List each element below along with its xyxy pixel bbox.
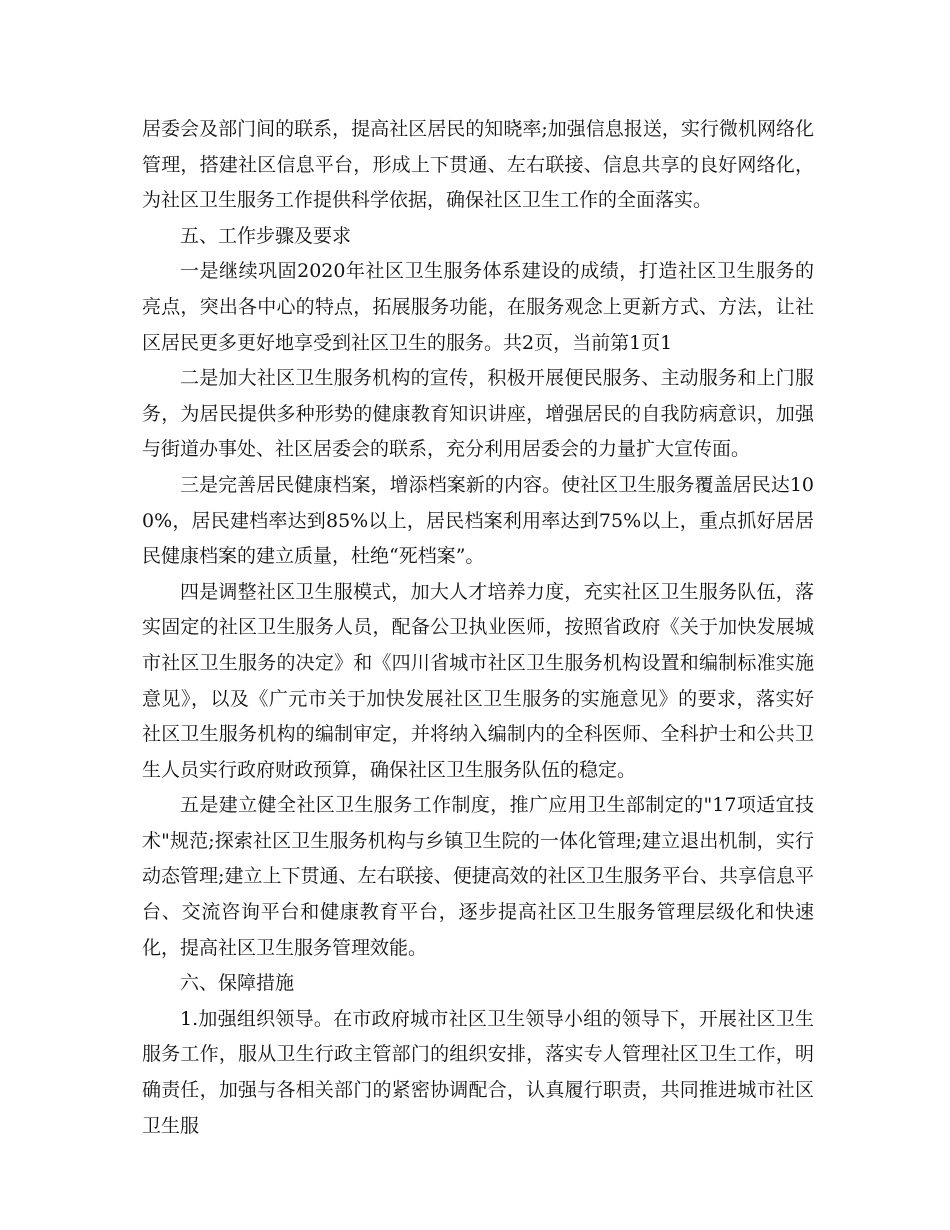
paragraph-item-two: 二是加大社区卫生服务机构的宣传，积极开展便民服务、主动服务和上门服务，为居民提供多种形势的健康教育知识讲座，增强居民的自我防病意识，加强与街道办事处、社区居委会的联系，充分利用居委会的力量扩大宣传面。: [142, 367, 814, 461]
document-page: [142, 112, 814, 1144]
paragraph-item-three: 三是完善居民健康档案，增添档案新的内容。使社区卫生服务覆盖居民达100%，居民建档率达到85%以上，居民档案利用率达到75%以上，重点抓好居居民健康档案的建立质量，杜绝“死档案”。: [142, 473, 814, 568]
paragraph-item-five: 五是建立健全社区卫生服务工作制度，推广应用卫生部制定的"17项适宜技术"规范;探索社区卫生服务机构与乡镇卫生院的一体化管理;建立退出机制，实行动态管理;建立上下贯通、左右联接、便捷高效的社区卫生服务平台、共享信息平台、交流咨询平台和健康教育平台，逐步提高社区卫生服务管理层级化和快速化，提高社区卫生服务管理效能。: [142, 794, 814, 959]
paragraph-item-one: 一是继续巩固2020年社区卫生服务体系建设的成绩，打造社区卫生服务的亮点，突出各中心的特点，拓展服务功能，在服务观念上更新方式、方法，让社区居民更多更好地享受到社区卫生的服务。共2页，当前第1页1: [142, 260, 814, 354]
paragraph-item-four: 四是调整社区卫生服模式，加大人才培养力度，充实社区卫生服务队伍，落实固定的社区卫生服务人员，配备公卫执业医师，按照省政府《关于加快发展城市社区卫生服务的决定》和《四川省城市社区卫生服务机构设置和编制标准实施意见》，以及《广元市关于加快发展社区卫生服务的实施意见》的要求，落实好社区卫生服务机构的编制审定，并将纳入编制内的全科医师、全科护士和公共卫生人员实行政府财政预算，确保社区卫生服务队伍的稳定。: [142, 580, 814, 781]
paragraph-continuation: 居委会及部门间的联系，提高社区居民的知晓率;加强信息报送，实行微机网络化管理，搭建社区信息平台，形成上下贯通、左右联接、信息共享的良好网络化，为社区卫生服务工作提供科学依据，确保社区卫生工作的全面落实。: [142, 118, 814, 212]
section-heading-safeguards: 六、保障措施: [180, 972, 295, 995]
paragraph-safeguard-one: 1.加强组织领导。在市政府城市社区卫生领导小组的领导下，开展社区卫生服务工作，服从卫生行政主管部门的组织安排，落实专人管理社区卫生工作，明确责任，加强与各相关部门的紧密协调配合，认真履行职责，共同推进城市社区卫生服: [142, 1007, 814, 1137]
section-heading-work-steps: 五、工作步骤及要求: [180, 224, 352, 247]
